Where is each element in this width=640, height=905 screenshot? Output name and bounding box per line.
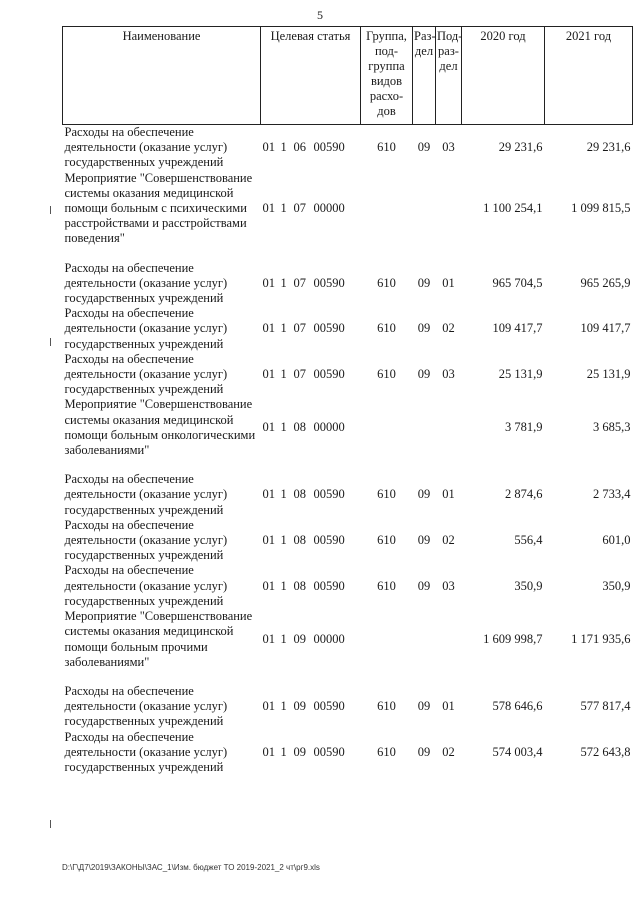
row-expense-group: 610 bbox=[377, 578, 396, 593]
target-direction: 00590 bbox=[313, 275, 345, 290]
row-target-article bbox=[261, 563, 361, 609]
target-event: 08 bbox=[293, 533, 306, 548]
row-amount-2021: 2 733,4 bbox=[593, 487, 631, 502]
row-amount-2020: 3 781,9 bbox=[505, 420, 543, 435]
target-direction: 00590 bbox=[313, 533, 345, 548]
target-subprogram: 1 bbox=[280, 631, 287, 646]
row-expense-group: 610 bbox=[377, 533, 396, 548]
row-subsection: 01 bbox=[442, 487, 455, 502]
row-name: Расходы на обеспечение деятельности (оказание услуг) государственных учреждений bbox=[64, 683, 228, 729]
table-row bbox=[63, 171, 633, 247]
target-program: 01 bbox=[262, 275, 275, 290]
spacer-cell bbox=[63, 247, 633, 261]
row-subsection: 01 bbox=[442, 699, 455, 714]
row-target-article bbox=[261, 518, 361, 564]
row-expense-group: 610 bbox=[377, 699, 396, 714]
table-row bbox=[63, 125, 633, 171]
header-name: Наименование bbox=[63, 27, 261, 125]
target-subprogram: 1 bbox=[280, 201, 287, 216]
spacer-cell bbox=[63, 458, 633, 472]
row-amount-2021: 29 231,6 bbox=[586, 140, 631, 155]
row-expense-group: 610 bbox=[377, 321, 396, 336]
spacer-row bbox=[63, 670, 633, 684]
table-row bbox=[63, 563, 633, 609]
row-amount-2020: 556,4 bbox=[514, 533, 543, 548]
row-section bbox=[413, 609, 436, 670]
row-amount-2021: 350,9 bbox=[602, 578, 631, 593]
row-expense-group: 610 bbox=[377, 367, 396, 382]
target-program: 01 bbox=[262, 140, 275, 155]
target-program: 01 bbox=[262, 367, 275, 382]
row-amount-2020: 2 874,6 bbox=[505, 487, 543, 502]
target-direction: 00590 bbox=[313, 699, 345, 714]
row-amount-2021: 3 685,3 bbox=[593, 420, 631, 435]
row-amount-2021: 25 131,9 bbox=[586, 367, 631, 382]
row-expense-group: 610 bbox=[377, 487, 396, 502]
row-amount-2021: 577 817,4 bbox=[580, 699, 631, 714]
target-subprogram: 1 bbox=[280, 367, 287, 382]
target-subprogram: 1 bbox=[280, 140, 287, 155]
row-target-article bbox=[261, 171, 361, 247]
target-subprogram: 1 bbox=[280, 578, 287, 593]
row-name: Расходы на обеспечение деятельности (оказание услуг) государственных учреждений bbox=[64, 260, 228, 306]
header-year-2020: 2020 год bbox=[462, 27, 545, 125]
footer-file-path: D:\Г\Д7\2019\ЗАКОНЫ\ЗАС_1\Изм. бюджет ТО 2019-2021_2 чт\рг9.xls bbox=[62, 863, 320, 872]
row-name: Расходы на обеспечение деятельности (оказание услуг) государственных учреждений bbox=[64, 729, 228, 774]
row-expense-group bbox=[361, 397, 413, 458]
row-section bbox=[413, 397, 436, 458]
target-event: 09 bbox=[293, 744, 306, 759]
target-event: 07 bbox=[293, 201, 306, 216]
row-amount-2020: 965 704,5 bbox=[492, 275, 543, 290]
row-expense-group: 610 bbox=[377, 140, 396, 155]
spacer-cell bbox=[63, 670, 633, 684]
row-section: 09 bbox=[417, 140, 431, 155]
target-program: 01 bbox=[262, 487, 275, 502]
row-name: Расходы на обеспечение деятельности (оказание услуг) государственных учреждений bbox=[64, 125, 228, 170]
target-event: 08 bbox=[293, 578, 306, 593]
row-target-article bbox=[261, 125, 361, 171]
header-expense-group: Группа, под- группа видов расхо- дов bbox=[361, 27, 413, 125]
target-program: 01 bbox=[262, 699, 275, 714]
spacer-row bbox=[63, 247, 633, 261]
row-target-article bbox=[261, 261, 361, 307]
target-program: 01 bbox=[262, 533, 275, 548]
header-subsection: Под- раз- дел bbox=[436, 27, 462, 125]
row-amount-2021: 601,0 bbox=[602, 533, 631, 548]
row-target-article bbox=[261, 730, 361, 776]
table-row bbox=[63, 261, 633, 307]
table-row bbox=[63, 472, 633, 518]
target-event: 08 bbox=[293, 487, 306, 502]
header-target-article: Целевая статья bbox=[261, 27, 361, 125]
row-section: 09 bbox=[417, 367, 431, 382]
target-event: 07 bbox=[293, 367, 306, 382]
target-event: 06 bbox=[293, 140, 306, 155]
target-direction: 00590 bbox=[313, 321, 345, 336]
row-name: Расходы на обеспечение деятельности (оказание услуг) государственных учреждений bbox=[64, 351, 228, 397]
scan-mark bbox=[50, 206, 51, 214]
target-program: 01 bbox=[262, 744, 275, 759]
row-name: Расходы на обеспечение деятельности (оказание услуг) государственных учреждений bbox=[64, 563, 228, 608]
row-target-article bbox=[261, 352, 361, 398]
row-section: 09 bbox=[417, 321, 431, 336]
target-direction: 00590 bbox=[313, 578, 345, 593]
target-event: 09 bbox=[293, 699, 306, 714]
target-direction: 00590 bbox=[313, 744, 345, 759]
target-program: 01 bbox=[262, 420, 275, 435]
target-program: 01 bbox=[262, 201, 275, 216]
row-section: 09 bbox=[417, 533, 431, 548]
row-amount-2020: 29 231,6 bbox=[498, 140, 543, 155]
row-target-article bbox=[261, 684, 361, 730]
row-amount-2020: 1 609 998,7 bbox=[483, 631, 543, 646]
row-expense-group bbox=[361, 171, 413, 247]
row-name: Расходы на обеспечение деятельности (оказание услуг) государственных учреждений bbox=[64, 472, 228, 517]
row-amount-2020: 109 417,7 bbox=[492, 321, 543, 336]
page-number: 5 bbox=[317, 8, 323, 22]
target-subprogram: 1 bbox=[280, 487, 287, 502]
row-amount-2021: 572 643,8 bbox=[580, 744, 631, 759]
table-header-row bbox=[63, 27, 633, 125]
target-direction: 00590 bbox=[313, 487, 345, 502]
table-row bbox=[63, 609, 633, 670]
target-direction: 00590 bbox=[313, 367, 345, 382]
row-name: Мероприятие "Совершенствование системы оказания медицинской помощи больным прочими заболеваниями" bbox=[64, 609, 253, 669]
target-program: 01 bbox=[262, 578, 275, 593]
row-target-article bbox=[261, 609, 361, 670]
row-target-article bbox=[261, 306, 361, 352]
row-subsection: 01 bbox=[442, 275, 455, 290]
row-amount-2020: 578 646,6 bbox=[492, 699, 543, 714]
row-amount-2021: 109 417,7 bbox=[580, 321, 631, 336]
row-amount-2020: 350,9 bbox=[514, 578, 543, 593]
row-name: Расходы на обеспечение деятельности (оказание услуг) государственных учреждений bbox=[64, 517, 228, 563]
row-name: Мероприятие "Совершенствование системы оказания медицинской помощи больным с психическими расстройствами и расстройствами поведения" bbox=[64, 170, 253, 246]
row-section: 09 bbox=[417, 487, 431, 502]
row-subsection bbox=[436, 171, 462, 247]
table-row bbox=[63, 684, 633, 730]
row-subsection: 02 bbox=[442, 744, 455, 759]
target-direction: 00000 bbox=[313, 201, 345, 216]
header-section: Раз- дел bbox=[413, 27, 436, 125]
target-event: 08 bbox=[293, 420, 306, 435]
target-event: 07 bbox=[293, 321, 306, 336]
row-subsection bbox=[436, 397, 462, 458]
table-row bbox=[63, 397, 633, 458]
target-subprogram: 1 bbox=[280, 533, 287, 548]
row-name: Мероприятие "Совершенствование системы оказания медицинской помощи больным онкологическими заболеваниями" bbox=[64, 397, 256, 458]
row-subsection: 02 bbox=[442, 533, 455, 548]
header-year-2021: 2021 год bbox=[545, 27, 633, 125]
row-section: 09 bbox=[417, 744, 431, 759]
scan-mark bbox=[50, 820, 51, 828]
target-event: 07 bbox=[293, 275, 306, 290]
scan-mark bbox=[50, 338, 51, 346]
row-section: 09 bbox=[417, 699, 431, 714]
table-row bbox=[63, 518, 633, 564]
table-body bbox=[63, 125, 633, 776]
target-subprogram: 1 bbox=[280, 744, 287, 759]
target-event: 09 bbox=[293, 631, 306, 646]
row-target-article bbox=[261, 472, 361, 518]
row-section: 09 bbox=[417, 275, 431, 290]
table-row bbox=[63, 730, 633, 776]
target-subprogram: 1 bbox=[280, 699, 287, 714]
row-amount-2021: 1 099 815,5 bbox=[571, 201, 631, 216]
target-program: 01 bbox=[262, 321, 275, 336]
row-amount-2020: 1 100 254,1 bbox=[483, 201, 543, 216]
row-subsection: 03 bbox=[442, 578, 455, 593]
row-subsection: 03 bbox=[442, 367, 455, 382]
row-subsection: 02 bbox=[442, 321, 455, 336]
table-row bbox=[63, 306, 633, 352]
target-direction: 00000 bbox=[313, 631, 345, 646]
table-row bbox=[63, 352, 633, 398]
row-section bbox=[413, 171, 436, 247]
target-subprogram: 1 bbox=[280, 275, 287, 290]
row-expense-group bbox=[361, 609, 413, 670]
row-section: 09 bbox=[417, 578, 431, 593]
row-amount-2020: 25 131,9 bbox=[498, 367, 543, 382]
row-subsection: 03 bbox=[442, 140, 455, 155]
target-program: 01 bbox=[262, 631, 275, 646]
budget-table bbox=[62, 26, 633, 775]
row-amount-2021: 965 265,9 bbox=[580, 275, 631, 290]
target-direction: 00590 bbox=[313, 140, 345, 155]
target-subprogram: 1 bbox=[280, 321, 287, 336]
target-subprogram: 1 bbox=[280, 420, 287, 435]
row-subsection bbox=[436, 609, 462, 670]
row-amount-2020: 574 003,4 bbox=[492, 744, 543, 759]
target-direction: 00000 bbox=[313, 420, 345, 435]
row-name: Расходы на обеспечение деятельности (оказание услуг) государственных учреждений bbox=[64, 306, 228, 351]
row-expense-group: 610 bbox=[377, 275, 396, 290]
row-expense-group: 610 bbox=[377, 744, 396, 759]
row-target-article bbox=[261, 397, 361, 458]
spacer-row bbox=[63, 458, 633, 472]
row-amount-2021: 1 171 935,6 bbox=[571, 631, 631, 646]
